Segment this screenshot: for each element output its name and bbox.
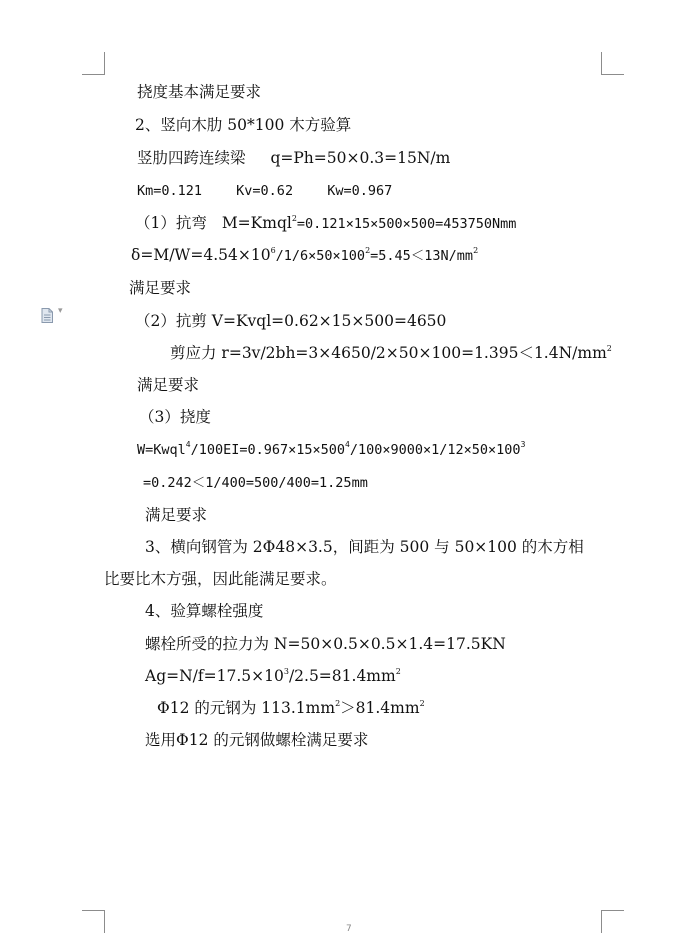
text-line-12-c: /100×9000×1/12×50×100 <box>349 442 521 458</box>
text-line-20-b: ＞81.4mm <box>340 699 420 717</box>
page-number: 7 <box>346 924 352 934</box>
text-line-4-kw: Kw=0.967 <box>327 183 393 199</box>
text-line-19-a-sup: 3 <box>283 667 289 676</box>
text-line-15: 3、横向钢管为 2Φ48×3.5，间距为 500 与 50×100 的木方相 <box>145 538 584 556</box>
text-line-20-a: Φ12 的元钢为 113.1mm <box>157 699 336 717</box>
text-line-17: 4、验算螺栓强度 <box>145 602 264 620</box>
text-line-21: 选用Φ12 的元钢做螺栓满足要求 <box>145 731 369 749</box>
text-line-20 <box>157 698 425 718</box>
text-line-6-b-sup: 2 <box>365 246 371 255</box>
text-line-20-a-sup: 2 <box>335 699 341 708</box>
text-line-5-sup: 2 <box>291 214 297 223</box>
margin-mark-bottom-right <box>601 910 624 933</box>
text-line-12-a: W=Kwql <box>137 442 186 458</box>
text-line-8: （2）抗剪 V=Kvql=0.62×15×500=4650 <box>135 312 447 330</box>
text-line-5-moment: M=Kmql <box>221 214 292 232</box>
text-line-13: =0.242＜1/400=500/400=1.25mm <box>143 475 368 491</box>
text-line-4 <box>137 181 392 201</box>
chevron-down-icon[interactable]: ▾ <box>58 306 63 316</box>
text-line-12-c-sup: 3 <box>520 440 526 449</box>
text-line-3-formula: q=Ph=50×0.3=15N/m <box>270 149 451 167</box>
margin-mark-top-right <box>601 52 624 75</box>
margin-mark-bottom-left <box>82 910 105 933</box>
text-line-10: 满足要求 <box>137 376 200 394</box>
text-line-12-b: /100EI=0.967×15×500 <box>190 442 346 458</box>
text-line-19-b: /2.5=81.4mm <box>288 667 396 685</box>
text-line-12-a-sup: 4 <box>185 440 191 449</box>
text-line-19 <box>145 666 401 686</box>
text-line-5-value: =0.121×15×500×500=453750Nmm <box>296 216 517 232</box>
text-line-19-b-sup: 2 <box>395 667 401 676</box>
text-line-1: 挠度基本满足要求 <box>137 83 262 101</box>
text-line-9-text: 剪应力 r=3v/2bh=3×4650/2×50×100=1.395＜1.4N/mm <box>170 344 607 362</box>
text-line-9-sup: 2 <box>606 344 612 353</box>
document-icon[interactable] <box>41 308 53 323</box>
margin-mark-top-left <box>82 52 105 75</box>
text-line-5 <box>135 213 516 234</box>
text-line-6-c: =5.45＜13N/mm <box>370 248 474 264</box>
text-line-2: 2、竖向木肋 50*100 木方验算 <box>135 116 352 134</box>
text-line-9 <box>170 343 612 363</box>
text-line-6-a: δ=M/W=4.54×10 <box>131 246 271 264</box>
text-line-3-label: 竖肋四跨连续梁 <box>137 149 246 167</box>
text-line-5-label: （1）抗弯 <box>135 214 207 232</box>
text-line-4-km: Km=0.121 <box>137 183 203 199</box>
text-line-16: 比要比木方强，因此能满足要求。 <box>104 570 337 588</box>
text-line-7: 满足要求 <box>129 279 192 297</box>
text-line-11: （3）挠度 <box>139 408 211 426</box>
text-line-18: 螺栓所受的拉力为 N=50×0.5×0.5×1.4=17.5KN <box>145 635 506 653</box>
text-line-19-a: Ag=N/f=17.5×10 <box>145 667 284 685</box>
text-line-6-b: /1/6×50×100 <box>275 248 366 264</box>
text-line-6-c-sup: 2 <box>473 246 479 255</box>
text-line-20-b-sup: 2 <box>419 699 425 708</box>
text-line-6 <box>131 245 478 266</box>
text-line-6-a-sup: 6 <box>270 246 276 255</box>
text-line-4-kv: Kv=0.62 <box>236 183 294 199</box>
text-line-14: 满足要求 <box>145 506 208 524</box>
text-line-3 <box>137 148 450 168</box>
text-line-12 <box>137 440 525 460</box>
text-line-12-b-sup: 4 <box>345 440 350 449</box>
